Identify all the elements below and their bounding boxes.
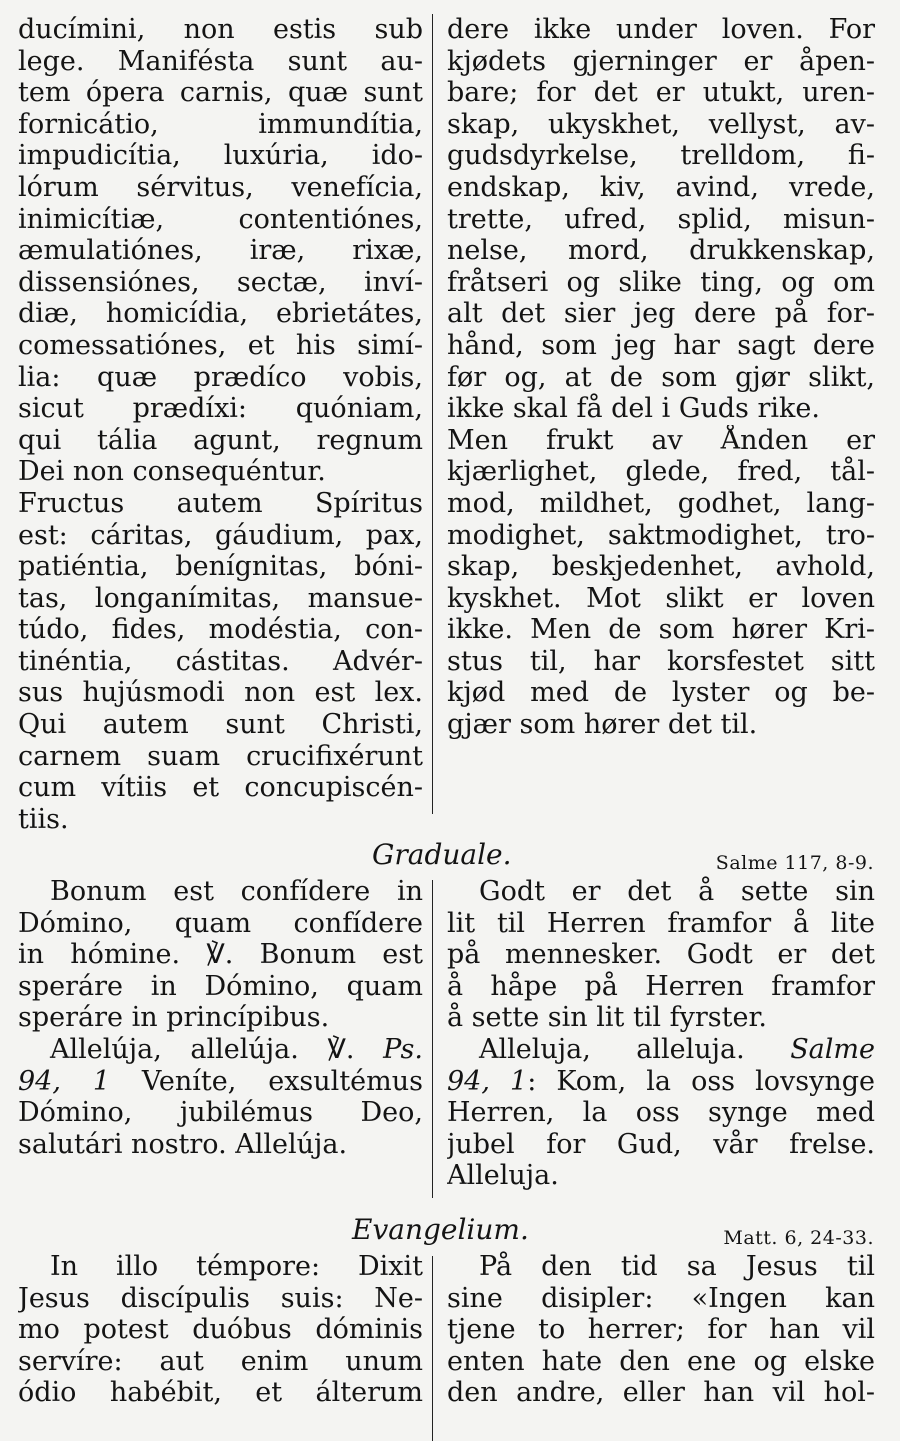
latin-column <box>18 1251 423 1409</box>
text-line: Fructus autem Spíritus <box>18 487 423 519</box>
text-line: tiis. <box>18 803 69 835</box>
text-line: salutári nostro. Allelúja. <box>18 1128 348 1160</box>
text-line: dissensiónes, sectæ, inví- <box>18 266 423 298</box>
text-line: Dei non consequéntur. <box>18 456 326 488</box>
text-line: Men frukt av Ånden er <box>447 424 875 456</box>
text-line: stus til, har korsfestet sitt <box>447 645 875 677</box>
text-line: ikke. Men de som hører Kri- <box>447 614 875 646</box>
text-line: hånd, som jeg har sagt dere <box>447 329 875 361</box>
column-divider <box>432 1256 433 1441</box>
text-line: kjødets gjerninger er åpen- <box>447 45 875 77</box>
text-line: ikke skal få del i Guds rike. <box>447 393 820 425</box>
text-line: Godt er det å sette sin <box>479 876 875 907</box>
norwegian-column <box>447 1251 875 1409</box>
text-line: gjær som hører det til. <box>447 709 758 741</box>
graduale-heading: Graduale. <box>372 838 512 871</box>
text-line: sus hujúsmodi non est lex. <box>18 677 423 709</box>
evangelium-heading: Evangelium. <box>352 1213 529 1246</box>
evangelium-reference: Matt. 6, 24-33. <box>723 1227 874 1249</box>
text-line: speráre in princípibus. <box>18 1002 330 1034</box>
text-line: før og, at de som gjør slikt, <box>447 361 875 393</box>
latin-column <box>18 876 423 1160</box>
text-line: Allelúja, allelúja. ℣. Ps. <box>50 1033 423 1065</box>
text-line: qui tália agunt, regnum <box>18 424 423 456</box>
text-line: alt det sier jeg dere på for- <box>447 298 875 330</box>
text-line: ódio habébit, et álterum <box>18 1377 423 1409</box>
text-line: 94, 1 Veníte, exsultémus <box>18 1065 423 1097</box>
text-line: servíre: aut enim unum <box>18 1345 423 1377</box>
text-line: sicut prædíxi: quóniam, <box>18 393 423 425</box>
text-line: kjød med de lyster og be- <box>447 677 875 709</box>
text-line: å sette sin lit til fyrster. <box>447 1002 768 1034</box>
text-line: Bonum est confídere in <box>50 876 423 907</box>
text-line: jubel for Gud, vår frelse. <box>447 1128 875 1160</box>
text-line: kjærlighet, glede, fred, tål- <box>447 456 875 488</box>
text-line: Dómino, quam confídere <box>18 907 423 939</box>
text-line: På den tid sa Jesus til <box>479 1251 875 1282</box>
norwegian-column <box>447 14 875 741</box>
text-line: mod, mildhet, godhet, lang- <box>447 487 875 519</box>
text-line: fråtseri og slike ting, og om <box>447 266 875 298</box>
text-line: in hómine. ℣. Bonum est <box>18 939 423 971</box>
graduale-reference: Salme 117, 8-9. <box>715 852 874 874</box>
text-line: på mennesker. Godt er det <box>447 939 875 971</box>
text-line: gudsdyrkelse, trelldom, fi- <box>447 140 875 172</box>
text-line: Alleluja. <box>447 1160 559 1192</box>
text-line: comessatiónes, et his simí- <box>18 329 423 361</box>
text-line: túdo, fides, modéstia, con- <box>18 614 423 646</box>
text-line: lit til Herren framfor å lite <box>447 907 875 939</box>
text-line: mo potest duóbus dóminis <box>18 1314 423 1346</box>
column-divider <box>432 880 433 1198</box>
text-line: Dómino, jubilémus Deo, <box>18 1097 423 1129</box>
norwegian-column <box>447 876 875 1192</box>
text-line: skap, ukyskhet, vellyst, av- <box>447 108 875 140</box>
text-line: Alleluja, alleluja. Salme <box>479 1033 875 1065</box>
text-line: tjene to herrer; for han vil <box>447 1314 875 1346</box>
text-line: fornicátio, immundítia, <box>18 108 423 140</box>
text-line: endskap, kiv, avind, vrede, <box>447 171 875 203</box>
text-line: lórum sérvitus, venefícia, <box>18 171 423 203</box>
text-line: Herren, la oss synge med <box>447 1097 875 1129</box>
text-line: æmulatiónes, iræ, rixæ, <box>18 235 423 267</box>
column-divider <box>432 14 433 814</box>
text-line: carnem suam crucifixérunt <box>18 740 423 772</box>
latin-column <box>18 14 423 835</box>
text-line: dere ikke under loven. For <box>447 14 875 45</box>
text-line: speráre in Dómino, quam <box>18 970 423 1002</box>
text-line: patiéntia, benígnitas, bóni- <box>18 551 423 583</box>
text-line: sine disipler: «Ingen kan <box>447 1282 875 1314</box>
text-line: Qui autem sunt Christi, <box>18 709 423 741</box>
text-line: tas, longanímitas, mansue- <box>18 582 423 614</box>
text-line: In illo témpore: Dixit <box>50 1251 423 1282</box>
text-line: bare; for det er utukt, uren- <box>447 77 875 109</box>
text-line: ducímini, non estis sub <box>18 14 423 45</box>
text-line: trette, ufred, splid, misun- <box>447 203 875 235</box>
text-line: enten hate den ene og elske <box>447 1345 875 1377</box>
text-line: nelse, mord, drukkenskap, <box>447 235 875 267</box>
text-line: tem ópera carnis, quæ sunt <box>18 77 423 109</box>
text-line: inimicítiæ, contentiónes, <box>18 203 423 235</box>
text-line: kyskhet. Mot slikt er loven <box>447 582 875 614</box>
text-line: lia: quæ prædíco vobis, <box>18 361 423 393</box>
text-line: 94, 1: Kom, la oss lovsynge <box>447 1065 875 1097</box>
text-line: den andre, eller han vil hol- <box>447 1377 875 1409</box>
text-line: Jesus discípulis suis: Ne- <box>18 1282 423 1314</box>
text-line: modighet, saktmodighet, tro- <box>447 519 875 551</box>
text-line: diæ, homicídia, ebrietátes, <box>18 298 423 330</box>
text-line: est: cáritas, gáudium, pax, <box>18 519 423 551</box>
text-line: skap, beskjedenhet, avhold, <box>447 551 875 583</box>
text-line: å håpe på Herren framfor <box>447 970 875 1002</box>
text-line: impudicítia, luxúria, ido- <box>18 140 423 172</box>
text-line: cum vítiis et concupiscén- <box>18 772 423 804</box>
text-line: lege. Manifésta sunt au- <box>18 45 423 77</box>
text-line: tinéntia, cástitas. Advér- <box>18 645 423 677</box>
